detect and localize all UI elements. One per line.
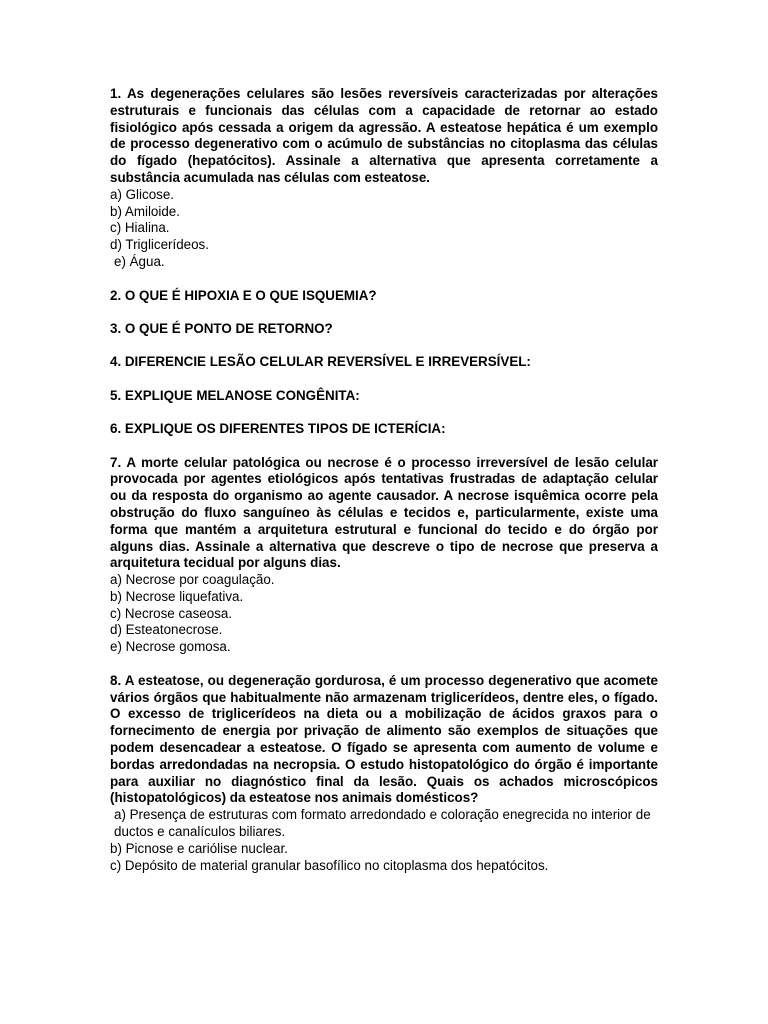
- question-1-option-c: c) Hialina.: [110, 220, 170, 236]
- question-8-option-a: a) Presença de estruturas com formato arredondado e coloração enegrecida no interior de ductos e canalículos biliares.: [114, 807, 651, 840]
- question-8: [110, 673, 658, 875]
- question-8-option-b: b) Picnose e cariólise nuclear.: [110, 840, 288, 856]
- question-7-text: 7. A morte celular patológica ou necrose é o processo irreversível de lesão celular provocada por agentes etiológicos após tentativas frustradas de adaptação celular ou da resposta do organismo ao agente causador. A necrose isquêmica ocorre pela obstrução do fluxo sanguíneo às células e tecidos e, particularmente, existe uma forma que mantém a arquitetura estrutural e funcional do tecido e do órgão por alguns dias. Assinale a alternativa que descreve o tipo de necrose que preserva a arquitetura tecidual por alguns dias.: [110, 454, 658, 571]
- question-1-text: 1. As degenerações celulares são lesões reversíveis caracterizadas por alterações estruturais e funcionais das células com a capacidade de retornar ao estado fisiológico após cessada a origem da agressão. A esteatose hepática é um exemplo de processo degenerativo com o acúmulo de substâncias no citoplasma das células do fígado (hepatócitos). Assinale a alternativa que apresenta corretamente a substância acumulada nas células com esteatose.: [110, 86, 658, 185]
- question-8-text: 8. A esteatose, ou degeneração gordurosa, é um processo degenerativo que acomete vários órgãos que habitualmente não armazenam triglicerídeos, dentre eles, o fígado. O excesso de triglicerídeos na dieta ou a mobilização de ácidos graxos para o fornecimento de energia por privação de alimento são exemplos de situações que podem desencadear a esteatose. O fígado se apresenta com aumento de volume e bordas arredondadas na necropsia. O estudo histopatológico do órgão é importante para auxiliar no diagnóstico final da lesão. Quais os achados microscópicos (histopatológicos) da esteatose nos animais domésticos?: [110, 672, 658, 806]
- question-4-text: 4. DIFERENCIE LESÃO CELULAR REVERSÍVEL E IRREVERSÍVEL:: [110, 354, 531, 370]
- question-1: [110, 86, 658, 271]
- question-1-option-b: b) Amiloide.: [110, 203, 180, 219]
- question-6: [110, 421, 658, 438]
- question-5: [110, 388, 658, 405]
- question-7-option-a: a) Necrose por coagulação.: [110, 572, 275, 588]
- question-1-option-a: a) Glicose.: [110, 186, 174, 202]
- question-7-option-c: c) Necrose caseosa.: [110, 605, 233, 621]
- question-7: [110, 455, 658, 657]
- question-1-option-d: d) Triglicerídeos.: [110, 237, 209, 253]
- question-1-options: [110, 187, 658, 271]
- question-6-text: 6. EXPLIQUE OS DIFERENTES TIPOS DE ICTERÍCIA:: [110, 421, 446, 437]
- question-8-option-c: c) Depósito de material granular basofílico no citoplasma dos hepatócitos.: [110, 857, 549, 873]
- question-2: [110, 288, 658, 305]
- document-page: [110, 86, 658, 891]
- question-7-options: [110, 572, 658, 656]
- question-1-option-e: e) Água.: [114, 253, 165, 269]
- question-2-text: 2. O QUE É HIPOXIA E O QUE ISQUEMIA?: [110, 287, 377, 303]
- question-3-text: 3. O QUE É PONTO DE RETORNO?: [110, 320, 333, 336]
- question-8-options: [110, 807, 658, 874]
- question-7-option-e: e) Necrose gomosa.: [110, 639, 231, 655]
- question-7-option-b: b) Necrose liquefativa.: [110, 588, 244, 604]
- question-7-option-d: d) Esteatonecrose.: [110, 622, 223, 638]
- question-5-text: 5. EXPLIQUE MELANOSE CONGÊNITA:: [110, 387, 360, 403]
- question-4: [110, 354, 658, 371]
- question-3: [110, 321, 658, 338]
